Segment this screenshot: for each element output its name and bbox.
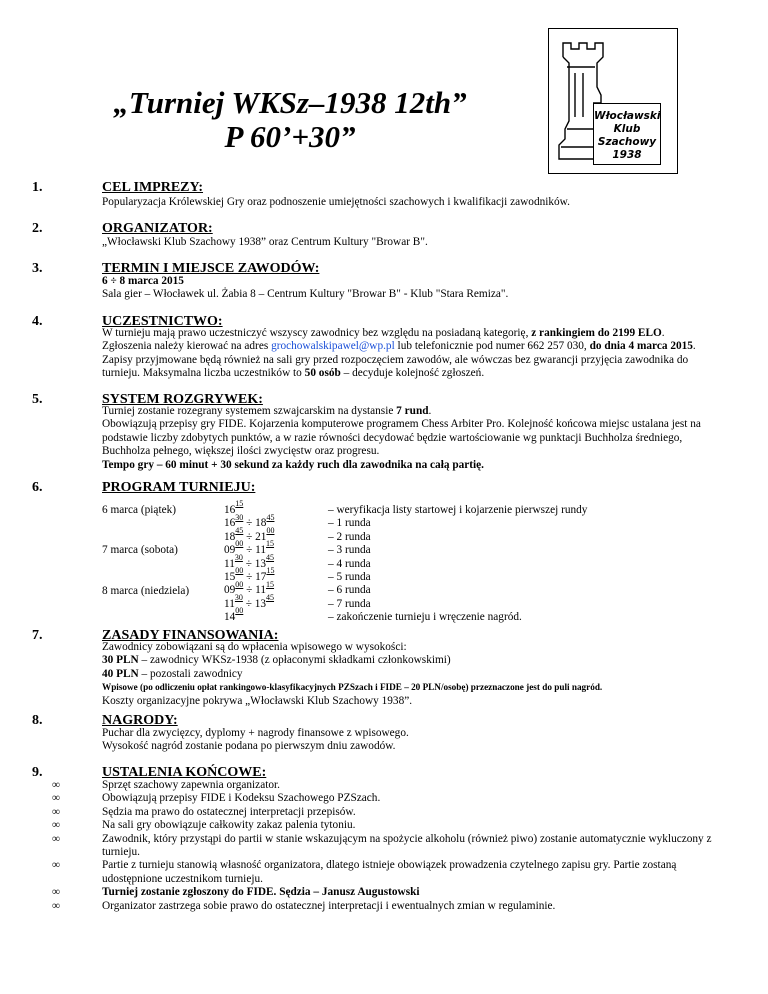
program-event: – 3 runda	[328, 544, 371, 557]
section-heading: USTALENIA KOŃCOWE:	[102, 765, 267, 780]
program-time: $16^{15}$	[224, 499, 244, 516]
program-time: $11^{30} \div 13^{45}$	[224, 593, 275, 610]
title-line-1: „Turniej WKSz–1938 12th”	[113, 85, 467, 120]
section-text: „Włocławski Klub Szachowy 1938” oraz Centrum Kultury "Browar B".	[102, 236, 428, 248]
logo-line: Włocławski	[594, 110, 661, 122]
program-time: $09^{00} \div 11^{15}$	[224, 539, 275, 557]
section-number: 1.	[32, 180, 43, 195]
section-text: W turnieju mają prawo uczestniczyć wszyscy zawodnicy bez względu na posiadaną kategorię, z rankingiem do 2199 ELO. Zgłoszenia należy kierować na adres grochowalskipawel@wp.pl lub telefonicznie pod numer 662 257 030, do dnia 4 marca 2015. Zapisy przyjmowane będą również na sali gry przed rozpoczęciem zawodów, ale wówczas bez gwarancji przyjęcia zawodnika do turnieju. Maksymalna liczba uczestników to 50 osób – decyduje kolejność zgłoszeń.	[102, 327, 696, 380]
list-item: ∞ Partie z turnieju stanowią własność organizatora, dlatego istnieje obowiązek prowadzenia czytelnego zapisu gry. Partie zostaną udostępnione uczestnikom turnieju.	[52, 859, 677, 885]
section-number: 4.	[32, 314, 43, 329]
section-number: 3.	[32, 261, 43, 276]
list-item: ∞ Organizator zastrzega sobie prawo do ostatecznej interpretacji i ewentualnych zmian w regulaminie.	[52, 899, 556, 912]
section-number: 9.	[32, 765, 43, 780]
section-number: 7.	[32, 628, 43, 643]
section-heading: TERMIN I MIEJSCE ZAWODÓW:	[102, 261, 320, 276]
event-date: 6 ÷ 8 marca 2015	[102, 275, 184, 287]
logo-line: Klub	[613, 123, 641, 135]
section-number: 6.	[32, 480, 43, 495]
list-item: ∞ Turniej zostanie zgłoszony do FIDE. Sędzia – Janusz Augustowski	[52, 886, 420, 899]
bullet-icon: ∞	[52, 779, 61, 791]
list-item: ∞ Na sali gry obowiązuje całkowity zakaz palenia tytoniu.	[52, 819, 356, 832]
section-heading: NAGRODY:	[102, 713, 178, 728]
program-event: – 1 runda	[328, 517, 371, 530]
program-day: 7 marca (sobota)	[102, 544, 178, 556]
bullet-icon: ∞	[52, 899, 61, 912]
section-text: Popularyzacja Królewskiej Gry oraz podnoszenie umiejętności szachowych i kwalifikacji zawodników.	[102, 196, 570, 208]
section-text: Zawodnicy zobowiązani są do wpłacenia wpisowego w wysokości: 30 PLN – zawodnicy WKSz-1938 (z opłaconymi składkami członkowskimi) 40 PLN – pozostali zawodnicy Wpisowe (po odliczeniu opłat rankingowo-klasyfikacyjnych PZSzach i FIDE – 20 PLN/osobę) przeznaczone jest do puli nagród. Koszty organizacyjne pokrywa „Włocławski Klub Szachowy 1938”.	[102, 641, 603, 707]
club-logo	[548, 28, 678, 174]
program-times	[224, 499, 275, 625]
logo-line: 1938	[612, 149, 642, 161]
bullet-icon: ∞	[52, 859, 61, 872]
section-text: Puchar dla zwycięzcy, dyplomy + nagrody finansowe z wpisowego. Wysokość nagród zostanie podana po pierwszym dniu zawodów.	[102, 727, 409, 753]
bullet-icon: ∞	[52, 805, 61, 818]
section-heading: UCZESTNICTWO:	[102, 314, 223, 329]
title-line-2: P 60’+30”	[224, 119, 356, 154]
program-time: $18^{45} \div 21^{00}$	[224, 526, 275, 543]
program-time: $16^{30} \div 18^{45}$	[224, 512, 275, 530]
section-heading: ORGANIZATOR:	[102, 221, 213, 236]
program-events	[328, 504, 587, 625]
section-text: Turniej zostanie rozegrany systemem szwajcarskim na dystansie 7 rund. Obowiązują przepisy gry FIDE. Kojarzenia komputerowe programem Chess Arbiter Pro. Kolejność końcowa miejsc ustalana jest na podstawie liczby zdobytych punktów, a w razie równości decydować będzie wartościowanie wg punktacji Buchholza średniego, Buchholza pełnego, większej ilości zwycięstw oraz progresu. Tempo gry – 60 minut + 30 sekund za każdy ruch dla zawodnika na całą partię.	[102, 405, 701, 471]
program-event: – 5 runda	[328, 571, 371, 584]
event-place: Sala gier – Włocławek ul. Żabia 8 – Centrum Kultury "Browar B" - Klub "Stara Remiza".	[102, 288, 509, 301]
section-number: 8.	[32, 713, 43, 728]
section-heading: ZASADY FINANSOWANIA:	[102, 628, 279, 643]
list-item: ∞ Obowiązują przepisy FIDE i Kodeksu Szachowego PZSzach.	[52, 792, 381, 805]
program-event: – 2 runda	[328, 530, 371, 543]
program-event: – weryfikacja listy startowej i kojarzenie pierwszej rundy	[328, 504, 588, 516]
logo-text	[593, 103, 661, 165]
section-heading: PROGRAM TURNIEJU:	[102, 480, 256, 495]
bullet-icon: ∞	[52, 819, 61, 832]
program-time: $15^{00} \div 17^{15}$	[224, 566, 275, 584]
program-time: $14^{00}$	[224, 606, 244, 624]
program-day: 8 marca (niedziela)	[102, 585, 190, 597]
bullet-icon: ∞	[52, 832, 61, 845]
program-event: – zakończenie turnieju i wręczenie nagród.	[328, 611, 522, 624]
email-link[interactable]: grochowalskipawel@wp.pl	[271, 340, 395, 353]
program-day: 6 marca (piątek)	[102, 504, 177, 516]
program-time: $09^{00} \div 11^{15}$	[224, 579, 275, 597]
section-number: 2.	[32, 221, 43, 236]
program-event: – 7 runda	[328, 597, 371, 610]
section-number: 5.	[32, 392, 43, 407]
section-heading: SYSTEM ROZGRYWEK:	[102, 392, 263, 407]
program-event: – 6 runda	[328, 584, 371, 597]
list-item: ∞ Zawodnik, który przystąpi do partii w stanie wskazującym na spożycie alkoholu (również piwo) zostanie automatycznie wykluczony z turnieju.	[52, 832, 712, 859]
section-heading: CEL IMPREZY:	[102, 180, 204, 195]
program-event: – 4 runda	[328, 557, 371, 570]
logo-line: Szachowy	[597, 136, 657, 148]
bullet-icon: ∞	[52, 792, 61, 805]
final-rules-list	[52, 779, 732, 913]
program-time: $11^{30} \div 13^{45}$	[224, 552, 275, 570]
list-item: ∞ Sędzia ma prawo do ostatecznej interpretacji przepisów.	[52, 805, 356, 818]
bullet-icon: ∞	[52, 886, 61, 899]
list-item: ∞ Sprzęt szachowy zapewnia organizator.	[52, 779, 280, 791]
